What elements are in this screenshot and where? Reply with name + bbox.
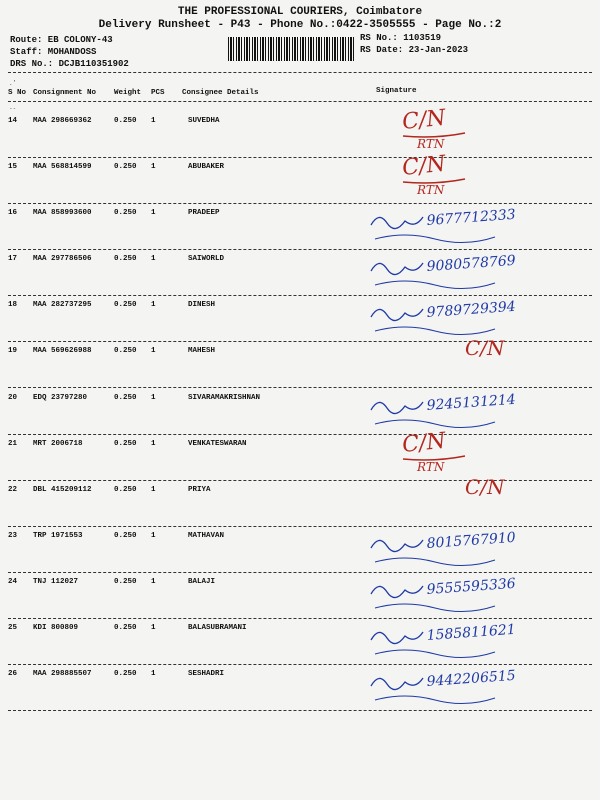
consignment-number: TNJ 112027 (33, 578, 79, 586)
svg-text:RTN: RTN (417, 137, 445, 151)
serial-number: 17 (8, 255, 18, 263)
svg-text:9080578769: 9080578769 (426, 252, 517, 275)
col-signature: Signature (376, 87, 417, 95)
pieces-count: 1 (151, 486, 156, 494)
col-weight: Weight (114, 89, 142, 97)
consignee-name: ABUBAKER (188, 163, 225, 171)
signature-handwriting (365, 610, 595, 656)
drs-number: DRS No.: DCJB110351902 (10, 59, 129, 69)
consignment-number: MAA 298669362 (33, 117, 92, 125)
weight-value: 0.250 (114, 117, 137, 125)
serial-number: 26 (8, 670, 18, 678)
serial-number: 23 (8, 532, 18, 540)
signature-handwriting (365, 426, 595, 472)
consignment-number: MAA 569626988 (33, 347, 92, 355)
svg-text:C/N: C/N (465, 475, 505, 499)
runsheet-title: Delivery Runsheet - P43 - Phone No.:0422-3505555 - Page No.:2 (98, 19, 502, 31)
signature-handwriting (365, 103, 595, 149)
signature-handwriting (365, 564, 595, 610)
pieces-count: 1 (151, 532, 156, 540)
pieces-count: 1 (151, 394, 156, 402)
consignment-number: KDI 800809 (33, 624, 79, 632)
consignment-number: MAA 297786506 (33, 255, 92, 263)
svg-text:9677712333: 9677712333 (426, 206, 517, 229)
stray-mark: .’ (9, 80, 17, 87)
company-title: THE PROFESSIONAL COURIERS, Coimbatore (177, 6, 423, 18)
serial-number: 22 (8, 486, 18, 494)
staff-label: Staff: MOHANDOSS (10, 47, 97, 57)
consignee-name: SESHADRI (188, 670, 225, 678)
pieces-count: 1 (151, 163, 156, 171)
serial-number: 19 (8, 347, 18, 355)
weight-value: 0.250 (114, 532, 137, 540)
signature-handwriting (365, 241, 595, 287)
consignee-name: BALASUBRAMANI (188, 624, 247, 632)
serial-number: 24 (8, 578, 18, 586)
weight-value: 0.250 (114, 440, 137, 448)
consignee-name: PRADEEP (188, 209, 220, 217)
consignment-number: TRP 1971553 (33, 532, 83, 540)
consignment-number: MAA 298885507 (33, 670, 92, 678)
consignment-number: MAA 568814599 (33, 163, 92, 171)
consignment-number: MAA 858993600 (33, 209, 92, 217)
weight-value: 0.250 (114, 163, 137, 171)
weight-value: 0.250 (114, 347, 137, 355)
serial-number: 15 (8, 163, 18, 171)
consignment-number: MAA 282737295 (33, 301, 92, 309)
consignee-name: PRIYA (188, 486, 211, 494)
weight-value: 0.250 (114, 624, 137, 632)
col-consignee: Consignee Details (182, 89, 259, 97)
consignment-number: EDQ 23797280 (33, 394, 88, 402)
svg-text:9245131214: 9245131214 (426, 391, 517, 414)
serial-number: 18 (8, 301, 18, 309)
weight-value: 0.250 (114, 255, 137, 263)
svg-text:9442206515: 9442206515 (426, 667, 517, 690)
header-divider (8, 72, 592, 73)
svg-text:8015767910: 8015767910 (426, 529, 517, 552)
svg-text:RTN: RTN (417, 183, 445, 197)
serial-number: 14 (8, 117, 18, 125)
signature-handwriting (365, 149, 595, 195)
pieces-count: 1 (151, 347, 156, 355)
consignee-name: MAHESH (188, 347, 216, 355)
barcode (228, 37, 356, 61)
rs-date: RS Date: 23-Jan-2023 (360, 45, 469, 55)
consignee-name: SIVARAMAKRISHNAN (188, 394, 261, 402)
weight-value: 0.250 (114, 394, 137, 402)
weight-value: 0.250 (114, 486, 137, 494)
weight-value: 0.250 (114, 670, 137, 678)
column-header-divider (8, 101, 592, 102)
consignee-name: SUVEDHA (188, 117, 220, 125)
svg-text:RTN: RTN (417, 460, 445, 474)
route-label: Route: EB COLONY-43 (10, 35, 113, 45)
consignee-name: BALAJI (188, 578, 216, 586)
serial-number: 16 (8, 209, 18, 217)
signature-handwriting (365, 380, 595, 426)
col-consignment: Consignment No (33, 89, 97, 97)
signature-handwriting (365, 518, 595, 564)
svg-text:1585811621: 1585811621 (426, 621, 517, 644)
col-pcs: PCS (151, 89, 165, 97)
signature-handwriting (365, 472, 595, 518)
consignee-name: SAIWORLD (188, 255, 225, 263)
consignment-number: MRT 2006718 (33, 440, 83, 448)
weight-value: 0.250 (114, 301, 137, 309)
table-row (0, 667, 600, 716)
signature-handwriting (365, 333, 595, 379)
pieces-count: 1 (151, 578, 156, 586)
svg-text:9789729394: 9789729394 (426, 298, 517, 321)
svg-text:C/N: C/N (401, 151, 447, 181)
pieces-count: 1 (151, 440, 156, 448)
svg-text:C/N: C/N (401, 105, 447, 135)
serial-number: 25 (8, 624, 18, 632)
consignment-number: DBL 415209112 (33, 486, 92, 494)
serial-number: 20 (8, 394, 18, 402)
rs-number: RS No.: 1103519 (360, 33, 442, 43)
consignee-name: DINESH (188, 301, 216, 309)
col-sno: S No (8, 89, 27, 97)
signature-handwriting (365, 195, 595, 241)
pieces-count: 1 (151, 209, 156, 217)
pieces-count: 1 (151, 117, 156, 125)
pieces-count: 1 (151, 624, 156, 632)
svg-text:C/N: C/N (401, 428, 447, 458)
signature-handwriting (365, 287, 595, 333)
pieces-count: 1 (151, 301, 156, 309)
signature-handwriting (365, 656, 595, 702)
pieces-count: 1 (151, 255, 156, 263)
weight-value: 0.250 (114, 578, 137, 586)
svg-text:9555595336: 9555595336 (426, 575, 517, 598)
svg-text:C/N: C/N (465, 336, 505, 360)
pieces-count: 1 (151, 670, 156, 678)
weight-value: 0.250 (114, 209, 137, 217)
consignee-name: VENKATESWARAN (188, 440, 247, 448)
consignee-name: MATHAVAN (188, 532, 225, 540)
row-divider (8, 710, 592, 711)
serial-number: 21 (8, 440, 18, 448)
stray-mark: -- (9, 105, 17, 112)
